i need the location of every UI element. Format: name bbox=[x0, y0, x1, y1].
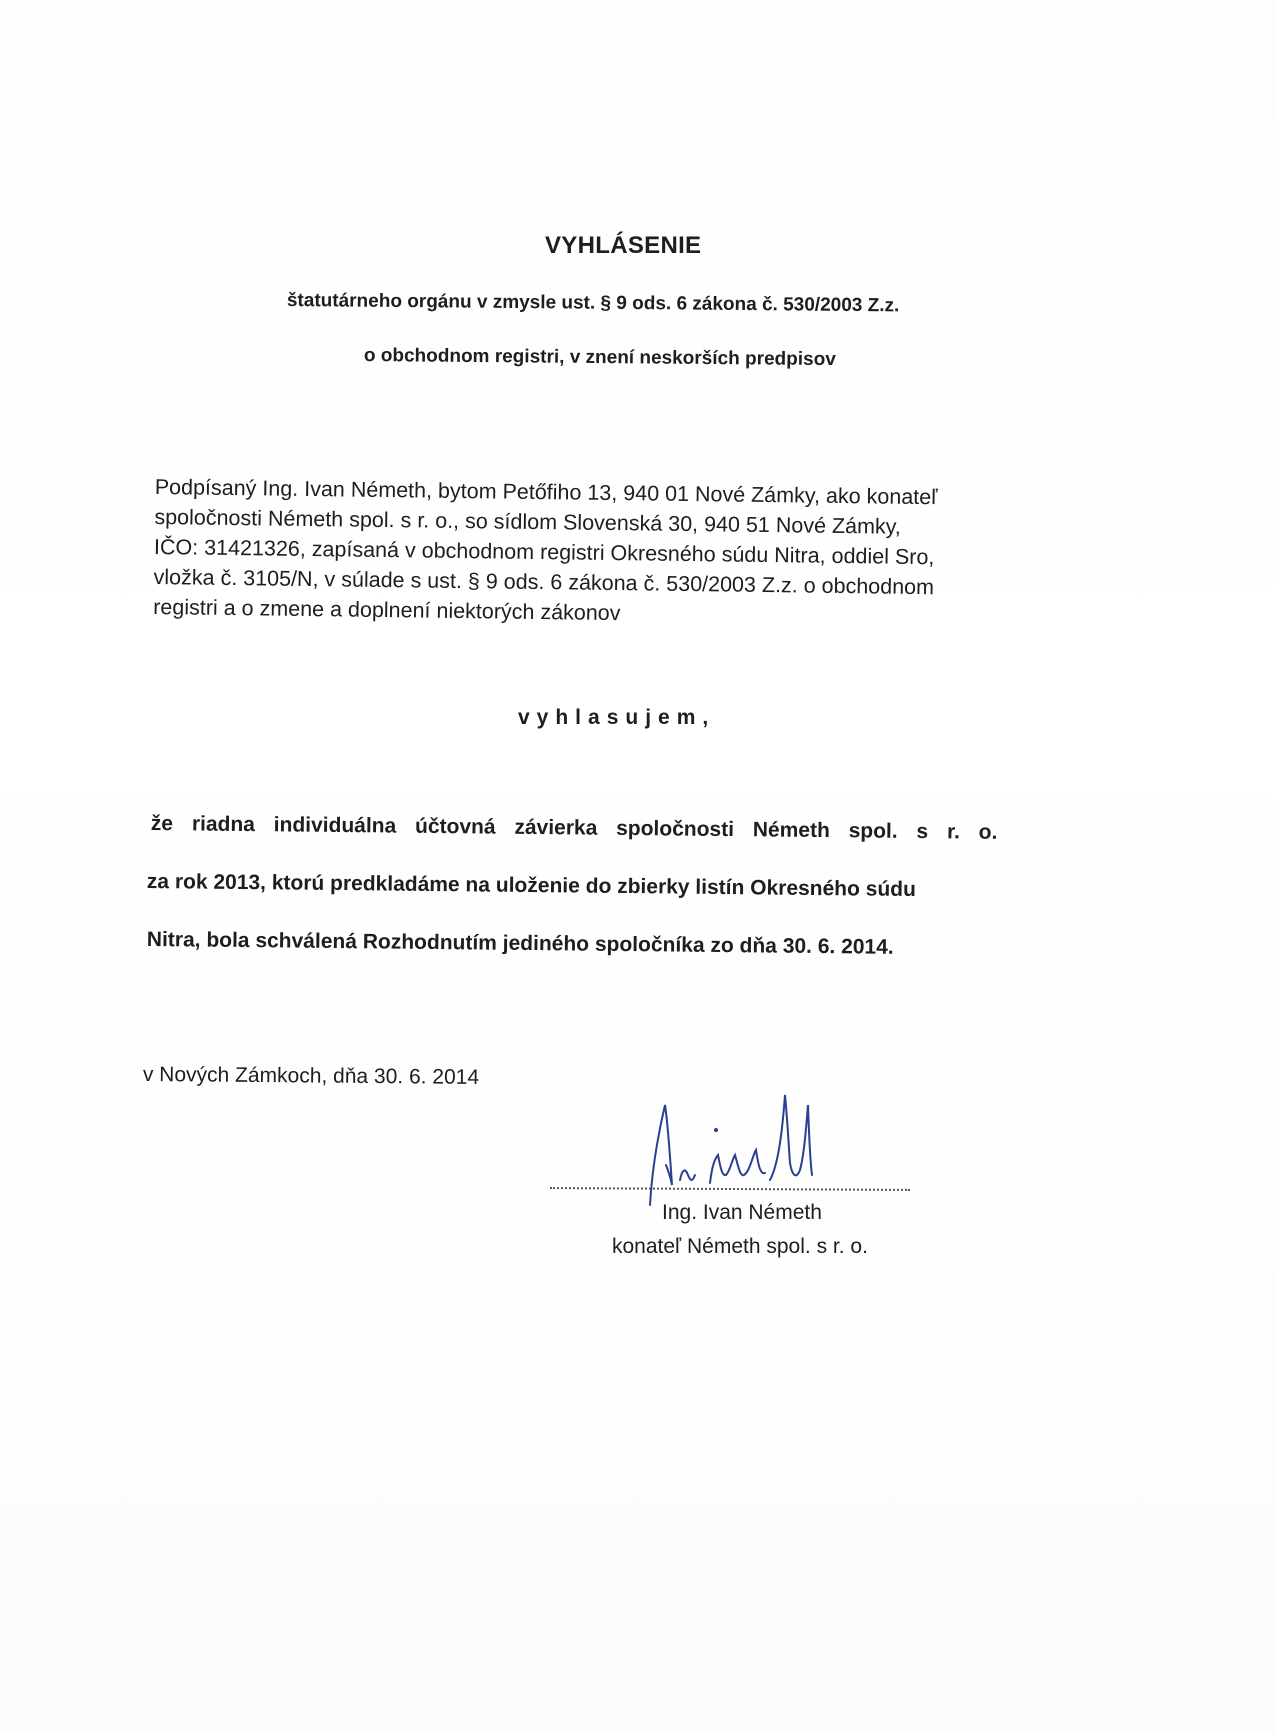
body-line: že riadna individuálna účtovná závierka spoločnosti Németh spol. s r. o. bbox=[150, 812, 998, 844]
declaration-word: vyhlasujem, bbox=[518, 706, 716, 729]
intro-line: IČO: 31421326, zapísaná v obchodnom registri Okresného súdu Nitra, oddiel Sro, bbox=[153, 534, 935, 570]
intro-line: spoločnosti Németh spol. s r. o., so sídlom Slovenská 30, 940 51 Nové Zámky, bbox=[154, 504, 902, 539]
intro-line: vložka č. 3105/N, v súlade s ust. § 9 ods. 6 zákona č. 530/2003 Z.z. o obchodnom bbox=[153, 564, 935, 600]
place-date: v Nových Zámkoch, dňa 30. 6. 2014 bbox=[142, 1063, 480, 1089]
signatory-role: konateľ Németh spol. s r. o. bbox=[612, 1235, 868, 1258]
intro-line: registri a o zmene a doplnení niektorých zákonov bbox=[153, 594, 621, 626]
intro-paragraph bbox=[153, 472, 1005, 633]
signature-stroke bbox=[710, 1150, 765, 1183]
subtitle-line-2: o obchodnom registri, v znení neskorších predpisov bbox=[363, 345, 836, 371]
document-title: VYHLÁSENIE bbox=[545, 232, 702, 259]
signature-stroke bbox=[680, 1170, 695, 1180]
signatory-name: Ing. Ivan Németh bbox=[662, 1201, 822, 1224]
body-line: za rok 2013, ktorú predkladáme na uloženie do zbierky listín Okresného súdu bbox=[146, 870, 917, 902]
body-line: Nitra, bola schválená Rozhodnutím jediného spoločníka zo dňa 30. 6. 2014. bbox=[146, 928, 894, 959]
signature-stroke bbox=[770, 1095, 812, 1180]
signature-stroke bbox=[650, 1105, 672, 1205]
intro-line: Podpísaný Ing. Ivan Németh, bytom Petőfiho 13, 940 01 Nové Zámky, ako konateľ bbox=[154, 474, 938, 510]
signature-dot bbox=[714, 1128, 718, 1132]
subtitle-line-1: štatutárneho orgánu v zmysle ust. § 9 ods. 6 zákona č. 530/2003 Z.z. bbox=[286, 290, 900, 317]
handwritten-signature bbox=[640, 1075, 900, 1215]
